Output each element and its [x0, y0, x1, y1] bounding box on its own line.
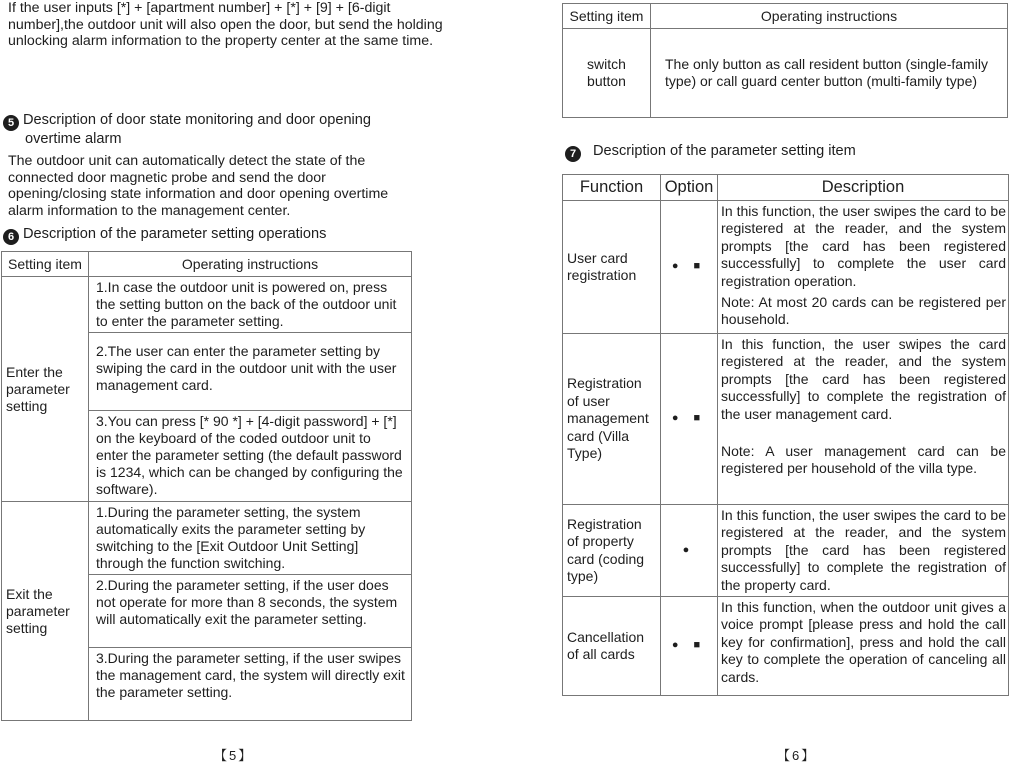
instruction-cell: 1.In case the outdoor unit is powered on, press the setting button on the back of the outdoor unit to enter the parameter setting.	[89, 277, 412, 333]
description-cell	[718, 505, 1009, 597]
right-page	[555, 0, 1010, 761]
description-text: In this function, the user swipes the card to be registered at the reader, and the system prompts [the card has been registered successfully] to complete the registration of the property card.	[721, 507, 1006, 593]
description-cell	[718, 201, 1009, 334]
section-6-title: Description of the parameter setting operations	[23, 226, 327, 242]
description-text: In this function, the user swipes the card registered at the reader, and the system prompts [the card has been registered successfully] to complete the registration of the user management card.	[721, 336, 1006, 422]
option-cell: ● ■	[661, 597, 718, 696]
section-6-heading	[3, 226, 423, 245]
instruction-cell: 3.You can press [* 90 *] + [4-digit password] + [*] on the keyboard of the coded outdoor unit to enter the parameter setting (the default password is 1234, which can be changed by configuring the software).	[89, 411, 412, 502]
column-header: Description	[718, 175, 1009, 201]
table-header-row	[563, 175, 1009, 201]
switch-button-table	[562, 3, 1008, 118]
table-row	[563, 201, 1009, 334]
setting-item-cell: Exit the parameter setting	[2, 502, 89, 721]
function-cell: Registration of user management card (Villa Type)	[563, 334, 661, 505]
option-cell: ● ■	[661, 334, 718, 505]
column-header: Setting item	[2, 252, 89, 277]
description-text: In this function, when the outdoor unit gives a voice prompt [please press and hold the call key for confirmation], press and hold the call key to complete the operation of canceling all cards.	[721, 599, 1006, 685]
table-row	[563, 597, 1009, 696]
setting-item-cell: Enter the parameter setting	[2, 277, 89, 502]
column-header: Option	[661, 175, 718, 201]
left-page	[0, 0, 470, 761]
description-cell	[718, 597, 1009, 696]
option-cell: ● ■	[661, 201, 718, 334]
section-7-heading	[565, 143, 985, 162]
table-row	[2, 277, 412, 333]
page-number: 【5】	[214, 748, 254, 763]
function-cell: Cancellation of all cards	[563, 597, 661, 696]
section-number-badge: 5	[3, 115, 19, 131]
section-number-badge: 7	[565, 146, 581, 162]
description-note: Note: At most 20 cards can be registered per household.	[721, 294, 1006, 328]
column-header: Function	[563, 175, 661, 201]
table-row	[563, 505, 1009, 597]
settings-operations-table	[1, 251, 412, 721]
section-5-title-line2: overtime alarm	[25, 131, 122, 147]
instruction-cell: 2.During the parameter setting, if the user does not operate for more than 8 seconds, the system will automatically exit the parameter setting.	[89, 575, 412, 648]
table-row	[2, 502, 412, 575]
description-note: Note: A user management card can be registered per household of the villa type.	[721, 443, 1006, 477]
section-5-title-line1: Description of door state monitoring and door opening	[23, 112, 372, 128]
function-cell: Registration of property card (coding type)	[563, 505, 661, 597]
intro-paragraph: If the user inputs [*] + [apartment number] + [*] + [9] + [6-digit number],the outdoor unit will also open the door, but send the holding unlocking alarm information to the property center at the same time.	[8, 0, 443, 49]
column-header: Setting item	[563, 4, 651, 29]
column-header: Operating instructions	[89, 252, 412, 277]
table-row	[563, 29, 1008, 118]
parameter-items-table	[562, 174, 1009, 696]
instruction-cell: 3.During the parameter setting, if the user swipes the management card, the system will directly exit the parameter setting.	[89, 648, 412, 721]
description-text: In this function, the user swipes the card to be registered at the reader, and the system prompts [the card has been registered successfully] to complete the user card registration operation.	[721, 203, 1006, 289]
section-5-heading	[3, 112, 423, 148]
description-cell	[718, 334, 1009, 505]
column-header: Operating instructions	[651, 4, 1008, 29]
function-cell: User card registration	[563, 201, 661, 334]
setting-item-cell: switch button	[563, 29, 651, 118]
table-header-row	[2, 252, 412, 277]
table-row	[563, 334, 1009, 505]
table-header-row	[563, 4, 1008, 29]
page-number: 【6】	[777, 748, 817, 763]
instruction-cell: The only button as call resident button (single-family type) or call guard center button (multi-family type)	[651, 29, 1008, 118]
section-number-badge: 6	[3, 229, 19, 245]
section-7-title: Description of the parameter setting item	[593, 143, 856, 159]
instruction-cell: 1.During the parameter setting, the system automatically exits the parameter setting by switching to the [Exit Outdoor Unit Setting] through the function switching.	[89, 502, 412, 575]
instruction-cell: 2.The user can enter the parameter setting by swiping the card in the outdoor unit with the user management card.	[89, 333, 412, 411]
section-5-body: The outdoor unit can automatically detect the state of the connected door magnetic probe and send the door opening/closing state information and door opening overtime alarm information to the management center.	[8, 153, 389, 219]
option-cell: ●	[661, 505, 718, 597]
